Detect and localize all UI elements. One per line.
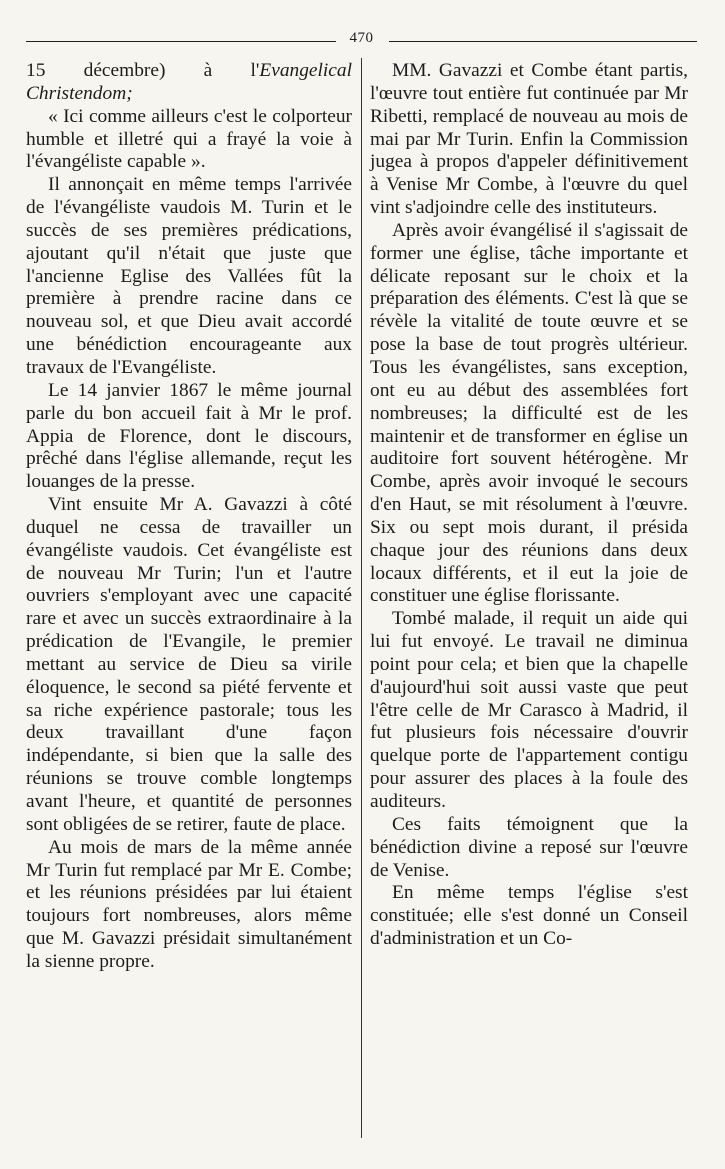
header-rule-right: [389, 41, 697, 42]
page-header: [26, 30, 697, 52]
left-column: [26, 60, 352, 974]
journal-title: Evangelical Christendom;: [26, 60, 352, 104]
paragraph-lead: 15 décembre) à l': [26, 60, 260, 81]
page-number: 470: [349, 30, 374, 46]
column-divider: [361, 58, 362, 1138]
paragraph: Après avoir évangélisé il s'agissait de former une église, tâche importante et délicate reposant sur le choix et la préparation des éléments. C'est là que se révèle la vitalité de toute œuvre et se pose la base de tout progrès ultérieur. Tous les évangélistes, sans exception, ont eu au début des assemblées fort nombreuses; la difficulté est de les maintenir et de transformer en église un auditoire fort souvent hétérogène. Mr Combe, après avoir invoqué le secours d'en Haut, se mit résolument à l'œuvre. Six ou sept mois durant, il présida chaque jour des réunions dans deux locaux différents, et il eut la joie de constituer une église florissante.: [370, 219, 688, 607]
paragraph: MM. Gavazzi et Combe étant partis, l'œuvre tout entière fut continuée par Mr Ribetti, remplacé de nouveau au mois de mai par Mr Turin. Enfin la Commission jugea à propos d'appeler définitivement à Venise Mr Combe, à l'œuvre du quel vint s'adjoindre celle des instituteurs.: [370, 60, 688, 219]
paragraph: Vint ensuite Mr A. Gavazzi à côté duquel ne cessa de travailler un évangéliste vaudois. Cet évangéliste est de nouveau Mr Turin; l'un et l'autre ouvriers s'employant avec une capacité rare et avec un succès extraordinaire à la prédication de l'Evangile, le premier mettant au service de Dieu sa virile éloquence, le second sa piété fervente et sa riche expérience pastorale; tous les deux travaillant d'une façon indépendante, si bien que la salle des réunions se trouve comble longtemps avant l'heure, et quantité de personnes sont obligées de se retirer, faute de place.: [26, 494, 352, 835]
right-column: [370, 60, 688, 951]
paragraph: En même temps l'église s'est constituée; elle s'est donné un Conseil d'administration et un Co-: [370, 882, 688, 950]
paragraph: [26, 60, 352, 106]
paragraph: Il annonçait en même temps l'arrivée de l'évangéliste vaudois M. Turin et le succès de ses premières prédications, ajoutant qu'il n'était que juste que l'ancienne Eglise des Vallées fût la première à prendre racine dans ce nouveau sol, et que Dieu avait accordé une bénédiction encourageante aux travaux de l'Evangéliste.: [26, 174, 352, 378]
paragraph: Le 14 janvier 1867 le même journal parle du bon accueil fait à Mr le prof. Appia de Florence, dont le discours, prêché dans l'église allemande, reçut les louanges de la presse.: [26, 379, 352, 493]
paragraph: Au mois de mars de la même année Mr Turin fut remplacé par Mr E. Combe; et les réunions présidées par lui étaient toujours fort nombreuses, alors même que M. Gavazzi présidait simultanément la sienne propre.: [26, 836, 352, 972]
paragraph: « Ici comme ailleurs c'est le colporteur humble et illetré qui a frayé la voie à l'évangéliste capable ».: [26, 105, 352, 173]
paragraph: Tombé malade, il requit un aide qui lui fut envoyé. Le travail ne diminua point pour cela; et bien que la chapelle d'aujourd'hui soit aussi vaste que peut l'être celle de Mr Carasco à Madrid, il fut plusieurs fois nécessaire d'ouvrir quelque porte de l'appartement contigu pour assurer des places à la foule des auditeurs.: [370, 608, 688, 812]
paragraph: Ces faits témoignent que la bénédiction divine a reposé sur l'œuvre de Venise.: [370, 813, 688, 881]
